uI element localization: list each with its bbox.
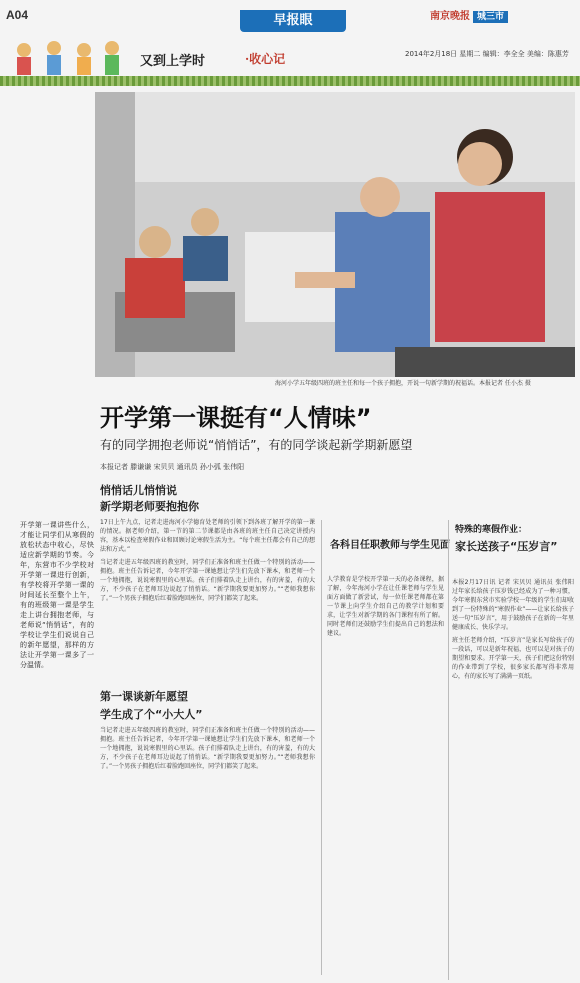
page-number: A04 — [6, 8, 29, 22]
col3-kicker: 特殊的寒假作业： — [455, 525, 528, 535]
column-divider — [321, 520, 322, 975]
section1-head: 新学期老师要抱抱你 — [100, 500, 199, 513]
grass-border — [0, 76, 580, 86]
col3-head: 家长送孩子“压岁言” — [455, 540, 558, 553]
masthead-title: 南京晚报 — [430, 11, 470, 22]
subheadline: 有的同学拥抱老师说“悄悄话”，有的同学谈起新学期新愿望 — [100, 438, 413, 452]
byline: 本报记者 滕谦谦 宋贝贝 通讯员 孙小弧 张伟阳 — [100, 463, 245, 471]
masthead — [430, 7, 508, 22]
col3-paragraph-1: 本报2月17日讯 记者 宋贝贝 通讯员 张伟阳 过年家长给孩子压岁钱已经成为了一种习惯，今年寒假东营市实验学校一年级的学生们却收到了一份特殊的“寒假作业”——让家长给孩子送一句“压岁言”，用于鼓励孩子在新的一年里健康成长、快乐学习。 — [452, 579, 574, 631]
banner-subtitle: ·收心记 — [245, 52, 286, 66]
date-editor-info: 2014年2月18日 星期二 编辑：李全全 美编：陈惠芳 — [405, 50, 569, 58]
col2-head: 各科目任职教师与学生见面 — [330, 540, 450, 551]
masthead-box: 城三市 — [473, 11, 508, 23]
classroom-hug-photo — [95, 92, 575, 377]
col1-body — [100, 518, 315, 678]
photo-caption: 海河小学五年级四班的班主任和每一个孩子拥抱，开说一句新学期的祝福话。本报记者 任小杰 摄 — [275, 380, 531, 387]
lead-paragraph: 开学第一课讲些什么，才能让同学们从寒假的放松状态中收心，尽快适应新学期的节奏。今年，东营市不少学校对开学第一课进行创新，有学校将开学第一课的时间延长至整个上午，有的班级第一课是学生走上讲台拥抱老师，与老师说“悄悄话”，有的学校让学生们说说自己的新年愿望，那样的方法让开学第一课多了一分温情。 — [20, 521, 94, 669]
col1-body-lower — [100, 726, 315, 976]
banner-title: 又到上学时 — [140, 54, 206, 69]
col1-paragraph-2: 当记者走进五年级四班的教室时，同学们正准备和班主任做一个特别的活动——拥抱。班主任告诉记者，今年开学第一课她想让学生们先放下课本，和老师一个一个地拥抱，说说寒假里的心里话。孩子们排着队走上讲台，有的害羞，有的大方，不少孩子在老师耳边说起了悄悄话。“新学期我要更加努力。”“老师我想你了。”一个男孩子拥抱后红着脸跑回座位，同学们都笑了起来。 — [100, 559, 315, 602]
col2-body — [327, 575, 444, 975]
children-illustration — [4, 36, 134, 80]
section-label: 早报眼 — [240, 10, 346, 32]
col3-paragraph-2: 班主任老师介绍，“压岁言”是家长写给孩子的一段话，可以是新年祝福，也可以是对孩子的期望和要求。开学第一天，孩子们把这份特别的作业带到了学校，很多家长都写得非常用心，有的家长写了满满一页纸。 — [452, 637, 574, 680]
section2-kicker: 第一课谈新年愿望 — [100, 690, 188, 703]
col3-body — [452, 578, 574, 978]
headline: 开学第一课挺有“人情味” — [100, 404, 372, 432]
main-photo — [95, 92, 575, 377]
section2-head: 学生成了个“小大人” — [100, 708, 203, 721]
col1-lower-paragraph: 当记者走进五年级四班的教室时，同学们正准备和班主任做一个特别的活动——拥抱。班主任告诉记者，今年开学第一课她想让学生们先放下课本，和老师一个一个地拥抱，说说寒假里的心里话。孩子们排着队走上讲台，有的害羞，有的大方，不少孩子在老师耳边说起了悄悄话。“新学期我要更加努力。”“老师我想你了。”一个男孩子拥抱后红着脸跑回座位，同学们都笑了起来。 — [100, 727, 315, 770]
section1-kicker: 悄悄话儿悄悄说 — [100, 484, 177, 497]
col1-paragraph-1: 17日上午九点，记者走进海河小学德育处老师的引领下到各班了解开学的第一课的情况。据老师介绍，第一节的第二节课都是由各班的班主任自己决定讲授内容，基本以检查寒假作业和回顾讨论寒假生活为主。“每个班主任都会有自己的想法和方式。” — [100, 519, 315, 553]
col2-paragraph: 人学教育是学校开学第一天的必备课程，据了解，今年海河小学在让任课老师与学生见面方面做了新尝试，每一位任课老师都在第一节课上向学生介绍自己的教学计划和要求，让学生对新学期的各门课程有所了解。同时老师们还鼓励学生们提出自己的想法和建议。 — [327, 576, 444, 637]
